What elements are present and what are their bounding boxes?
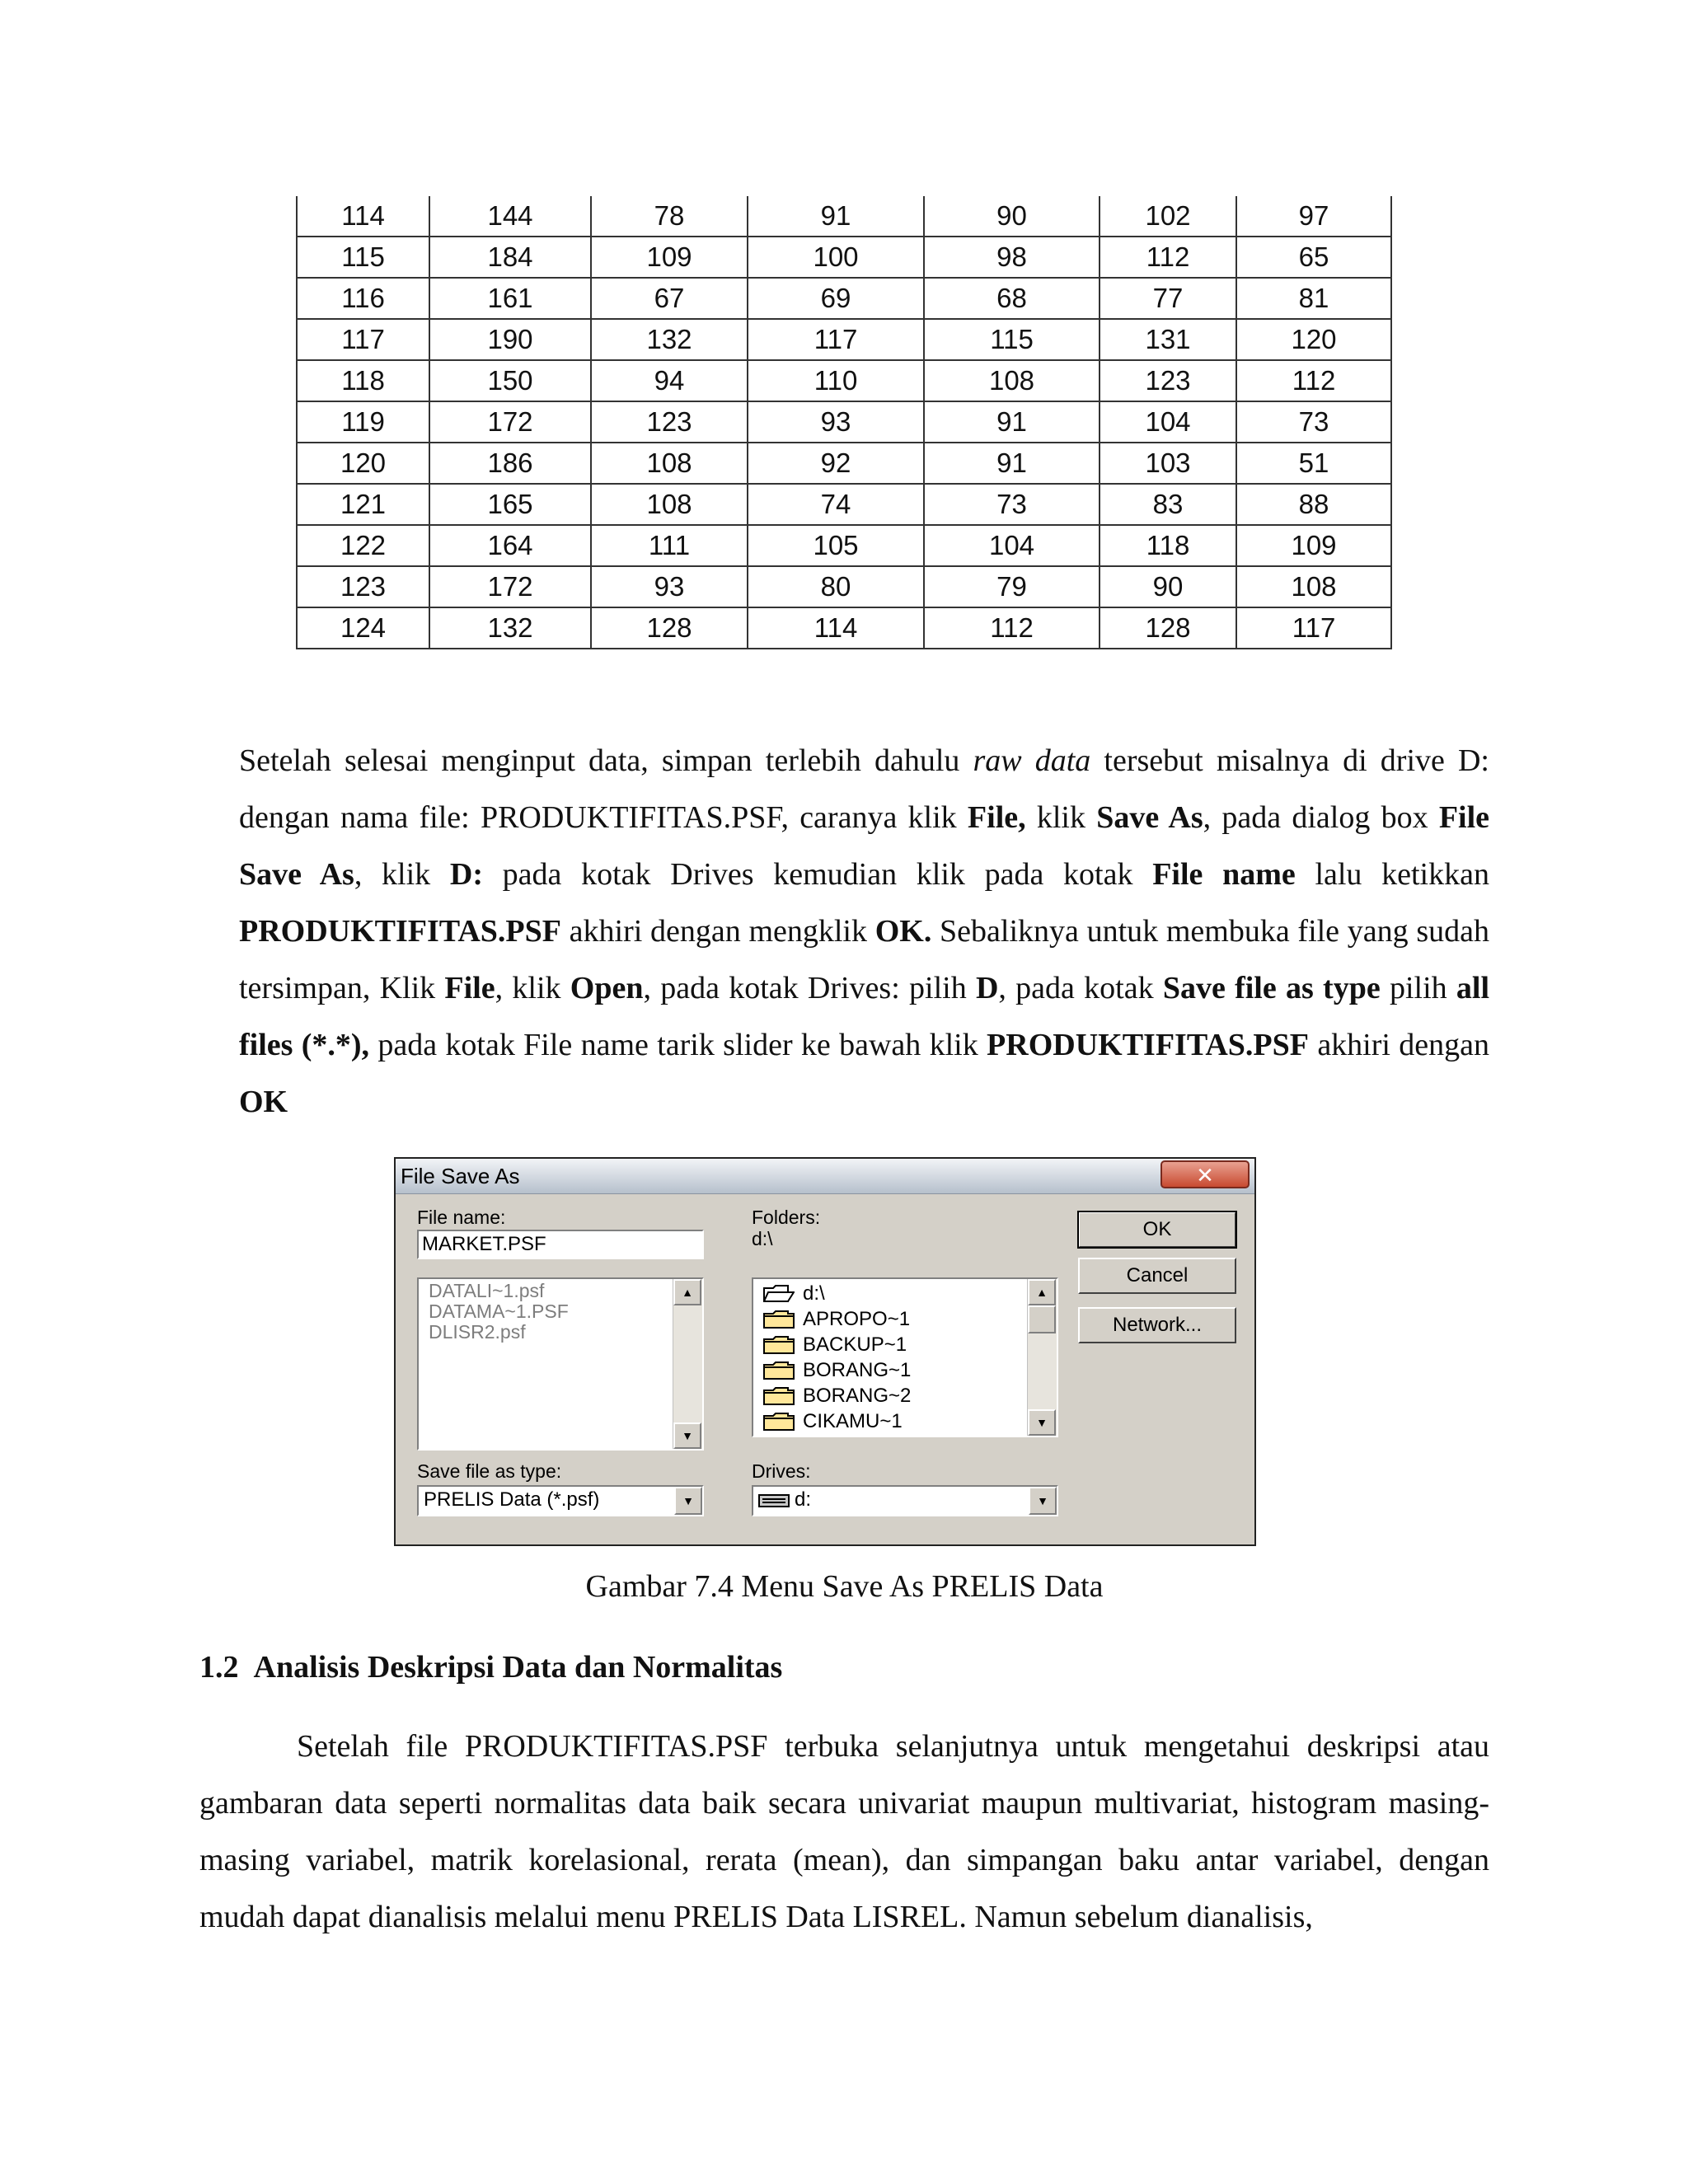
table-cell: 51 [1236, 443, 1391, 484]
text-run: , pada kotak Drives: pilih [643, 971, 976, 1005]
text-run-bold: File, [967, 800, 1026, 835]
table-cell: 80 [748, 566, 924, 607]
table-cell: 112 [1100, 237, 1236, 278]
table-cell: 104 [924, 525, 1100, 566]
text-run: pada kotak File name tarik slider ke bawah klik [369, 1028, 987, 1062]
table-row [297, 196, 1391, 237]
table-row [297, 566, 1391, 607]
folder-sublist [763, 1306, 911, 1434]
table-cell: 108 [1236, 566, 1391, 607]
text-run-bold: Open [570, 971, 644, 1005]
table-cell: 123 [591, 401, 748, 443]
close-icon: ✕ [1196, 1163, 1214, 1188]
drives-select[interactable] [752, 1485, 1058, 1516]
text-run: Setelah selesai menginput data, simpan terlebih dahulu [239, 743, 973, 778]
table-cell: 132 [429, 607, 591, 649]
table-cell: 105 [748, 525, 924, 566]
table-cell: 108 [591, 484, 748, 525]
file-list [429, 1281, 569, 1343]
section-heading [199, 1644, 782, 1690]
table-cell: 165 [429, 484, 591, 525]
open-folder-icon [763, 1285, 795, 1303]
folder-list [763, 1281, 911, 1434]
table-row [297, 319, 1391, 360]
text-run-bold: D: [449, 857, 483, 892]
file-name-label: File name: [417, 1207, 506, 1228]
table-cell: 120 [297, 443, 429, 484]
text-run: , pada kotak [998, 971, 1163, 1005]
text-run-bold: D [975, 971, 999, 1005]
table-cell: 118 [297, 360, 429, 401]
table-row [297, 443, 1391, 484]
section-number: 1.2 [199, 1650, 239, 1685]
text-run: akhiri dengan mengklik [560, 914, 875, 949]
paragraph-save-instructions [239, 733, 1489, 1131]
text-run: , pada dialog box [1203, 800, 1439, 835]
folder-label: BORANG~2 [803, 1384, 912, 1407]
folders-label: Folders: [752, 1207, 821, 1228]
table-cell: 98 [924, 237, 1100, 278]
drives-value: d: [795, 1488, 812, 1511]
table-cell: 172 [429, 401, 591, 443]
table-cell: 79 [924, 566, 1100, 607]
folders-path: d:\ [752, 1228, 773, 1249]
table-cell: 111 [591, 525, 748, 566]
folder-label: CIKAMU~1 [803, 1409, 903, 1432]
table-cell: 190 [429, 319, 591, 360]
chevron-down-icon[interactable]: ▼ [1029, 1487, 1057, 1515]
text-run: pilih [1380, 971, 1456, 1005]
folder-label: APROPO~1 [803, 1307, 911, 1330]
table-cell: 112 [1236, 360, 1391, 401]
table-cell: 93 [591, 566, 748, 607]
table-cell: 122 [297, 525, 429, 566]
scroll-down-arrow-icon[interactable]: ▼ [673, 1422, 701, 1449]
table-cell: 118 [1100, 525, 1236, 566]
figure-caption: Gambar 7.4 Menu Save As PRELIS Data [585, 1569, 1104, 1604]
text-run: pada kotak Drives kemudian klik pada kotak [482, 857, 1153, 892]
close-button[interactable] [1160, 1160, 1250, 1188]
table-cell: 116 [297, 278, 429, 319]
ok-button[interactable]: OK [1078, 1212, 1236, 1248]
cancel-button[interactable]: Cancel [1078, 1258, 1236, 1294]
folders-scrollbar[interactable] [1027, 1279, 1057, 1436]
table-cell: 164 [429, 525, 591, 566]
folder-icon [763, 1413, 795, 1431]
table-cell: 94 [591, 360, 748, 401]
folder-list-item[interactable] [763, 1408, 911, 1434]
save-type-value: PRELIS Data (*.psf) [424, 1488, 600, 1511]
scroll-up-arrow-icon[interactable]: ▲ [1028, 1279, 1056, 1305]
folder-list-item[interactable] [763, 1357, 911, 1383]
table-cell: 161 [429, 278, 591, 319]
table-cell: 65 [1236, 237, 1391, 278]
table-body [297, 196, 1391, 649]
table-cell: 77 [1100, 278, 1236, 319]
text-run-bold: OK. [874, 914, 932, 949]
folder-list-item[interactable] [763, 1383, 911, 1408]
section-title: Analisis Deskripsi Data dan Normalitas [253, 1650, 783, 1685]
text-run-bold: Save As [1096, 800, 1203, 835]
folder-icon [763, 1361, 795, 1380]
file-save-as-dialog [394, 1157, 1256, 1546]
table-cell: 100 [748, 237, 924, 278]
file-name-input[interactable]: MARKET.PSF [417, 1230, 704, 1259]
table-cell: 78 [591, 196, 748, 237]
table-cell: 81 [1236, 278, 1391, 319]
table-cell: 120 [1236, 319, 1391, 360]
text-run: , klik [354, 857, 450, 892]
table-cell: 184 [429, 237, 591, 278]
table-row [297, 525, 1391, 566]
folder-label: BACKUP~1 [803, 1333, 907, 1356]
table-cell: 73 [924, 484, 1100, 525]
folder-icon [763, 1310, 795, 1329]
data-table [296, 196, 1392, 649]
table-cell: 117 [297, 319, 429, 360]
table-cell: 132 [591, 319, 748, 360]
table-cell: 73 [1236, 401, 1391, 443]
table-cell: 128 [1100, 607, 1236, 649]
scroll-up-arrow-icon[interactable]: ▲ [673, 1279, 701, 1305]
folder-label: d:\ [803, 1282, 825, 1305]
text-run-bold: File name [1152, 857, 1296, 892]
table-row [297, 401, 1391, 443]
text-run-bold: PRODUKTIFITAS.PSF [239, 914, 561, 949]
table-cell: 115 [924, 319, 1100, 360]
text-run-bold: all files (*.*), [239, 971, 1490, 1062]
table-cell: 112 [924, 607, 1100, 649]
file-list-item[interactable]: DATAMA~1.PSF [429, 1301, 569, 1322]
save-type-select[interactable] [417, 1485, 704, 1516]
text-run: akhiri dengan [1309, 1028, 1490, 1062]
table-cell: 123 [1100, 360, 1236, 401]
table-cell: 109 [1236, 525, 1391, 566]
paragraph-analysis: Setelah file PRODUKTIFITAS.PSF terbuka selanjutnya untuk mengetahui deskripsi atau gambaran data seperti normalitas data baik secara univariat maupun multivariat, histogram masing-masing variabel, matrik korelasional, rerata (mean), dan simpangan baku antar variabel, dengan mudah dapat dianalisis melalui menu PRELIS Data LISREL. Namun sebelum dianalisis, [199, 1729, 1489, 1934]
table-row [297, 484, 1391, 525]
drives-label: Drives: [752, 1460, 811, 1482]
table-cell: 150 [429, 360, 591, 401]
table-cell: 117 [748, 319, 924, 360]
table-cell: 114 [297, 196, 429, 237]
table-cell: 91 [924, 443, 1100, 484]
table-cell: 83 [1100, 484, 1236, 525]
dialog-title: File Save As [401, 1164, 520, 1188]
table-row [297, 607, 1391, 649]
table-cell: 102 [1100, 196, 1236, 237]
table-cell: 108 [924, 360, 1100, 401]
table-cell: 119 [297, 401, 429, 443]
table-cell: 124 [297, 607, 429, 649]
table-cell: 117 [1236, 607, 1391, 649]
chevron-down-icon[interactable]: ▼ [674, 1487, 702, 1515]
files-listbox[interactable] [417, 1277, 704, 1451]
table-cell: 91 [924, 401, 1100, 443]
file-list-item[interactable]: DLISR2.psf [429, 1321, 526, 1343]
table-cell: 74 [748, 484, 924, 525]
text-run-bold: File [444, 971, 495, 1005]
table-cell: 67 [591, 278, 748, 319]
table-cell: 108 [591, 443, 748, 484]
text-run-bold: PRODUKTIFITAS.PSF [987, 1028, 1309, 1062]
table-cell: 144 [429, 196, 591, 237]
table-cell: 88 [1236, 484, 1391, 525]
table-cell: 109 [591, 237, 748, 278]
table-cell: 123 [297, 566, 429, 607]
table-cell: 121 [297, 484, 429, 525]
text-run-bold: Save file as type [1162, 971, 1381, 1005]
text-run: , klik [495, 971, 570, 1005]
folder-label: BORANG~1 [803, 1358, 912, 1381]
table-cell: 97 [1236, 196, 1391, 237]
dialog-titlebar [396, 1159, 1254, 1194]
drive-icon [758, 1494, 790, 1507]
table-cell: 91 [748, 196, 924, 237]
text-run: Sebaliknya untuk membuka file yang sudah tersimpan, Klik [239, 914, 1489, 1005]
text-run-italic: raw data [973, 743, 1091, 778]
table-row [297, 360, 1391, 401]
text-run: tersebut misalnya di drive D: dengan nama file: PRODUKTIFITAS.PSF, caranya klik [239, 743, 1489, 835]
table-cell: 103 [1100, 443, 1236, 484]
table-row [297, 237, 1391, 278]
network-button[interactable]: Network... [1078, 1307, 1236, 1343]
folder-icon [763, 1387, 795, 1405]
table-cell: 68 [924, 278, 1100, 319]
table-cell: 128 [591, 607, 748, 649]
table-cell: 114 [748, 607, 924, 649]
table-cell: 110 [748, 360, 924, 401]
folders-listbox[interactable] [752, 1277, 1058, 1437]
text-run-bold: OK [239, 1085, 288, 1119]
save-type-label: Save file as type: [417, 1460, 562, 1482]
scroll-thumb[interactable] [1028, 1305, 1056, 1333]
table-cell: 131 [1100, 319, 1236, 360]
folder-icon [763, 1336, 795, 1354]
table-cell: 90 [924, 196, 1100, 237]
table-cell: 93 [748, 401, 924, 443]
folder-list-item[interactable] [763, 1306, 911, 1332]
table-cell: 115 [297, 237, 429, 278]
file-list-item[interactable]: DATALI~1.psf [429, 1280, 545, 1301]
folder-list-item[interactable] [763, 1332, 911, 1357]
table-cell: 186 [429, 443, 591, 484]
table-cell: 104 [1100, 401, 1236, 443]
folder-root[interactable] [763, 1281, 911, 1306]
table-cell: 69 [748, 278, 924, 319]
table-row [297, 278, 1391, 319]
text-run: lalu ketikkan [1295, 857, 1489, 892]
table-cell: 172 [429, 566, 591, 607]
text-run: klik [1025, 800, 1097, 835]
files-scrollbar[interactable] [673, 1279, 702, 1449]
table-cell: 90 [1100, 566, 1236, 607]
scroll-down-arrow-icon[interactable]: ▼ [1028, 1409, 1056, 1436]
text-run-bold: File Save As [239, 800, 1490, 892]
table-cell: 92 [748, 443, 924, 484]
